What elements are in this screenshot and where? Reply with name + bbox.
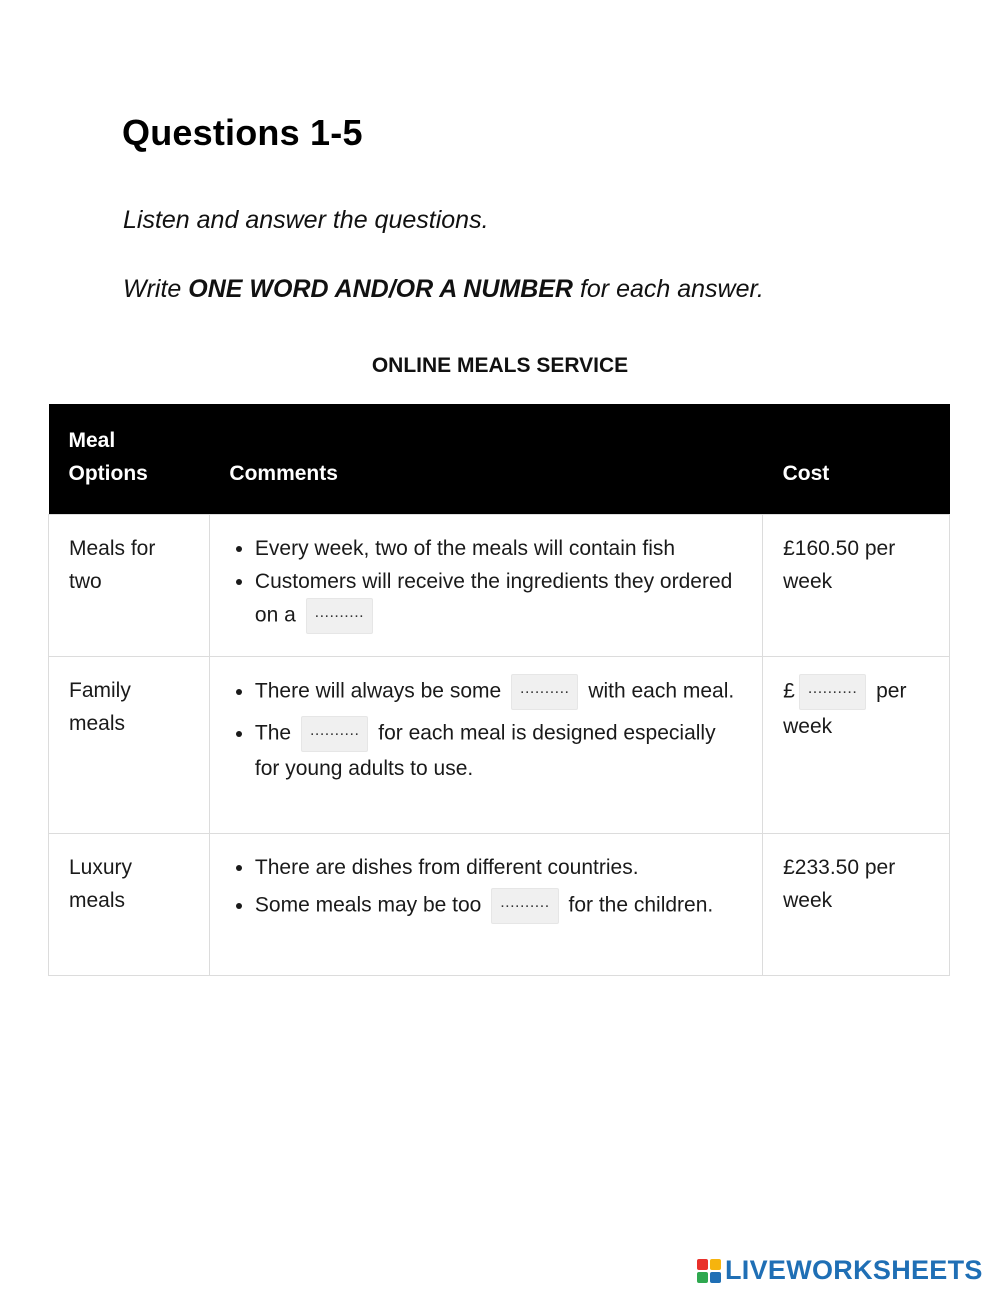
answer-blank-1[interactable]: ..........	[306, 598, 373, 634]
comment-bullet: • There are dishes from different countries.	[255, 851, 744, 884]
instruction-listen: Listen and answer the questions.	[123, 206, 489, 234]
brand-name: LIVEWORKSHEETS	[725, 1255, 983, 1285]
liveworksheets-logo-icon	[697, 1259, 721, 1283]
header-meal-options: Meal Options	[49, 404, 210, 515]
logo-square-blue	[710, 1272, 721, 1283]
meal-name: Luxury meals	[49, 834, 210, 976]
logo-square-yellow	[710, 1259, 721, 1270]
table-row	[49, 657, 950, 834]
comment-bullet: • Every week, two of the meals will contain fish	[255, 532, 744, 565]
header-comments: Comments	[209, 404, 762, 515]
meals-table	[48, 404, 950, 976]
meal-name: Family meals	[49, 657, 210, 834]
meal-name: Meals for two	[49, 515, 210, 657]
table-header-row	[49, 404, 950, 515]
table-row	[49, 834, 950, 976]
comments-cell	[209, 834, 762, 976]
comment-bullet: • There will always be some .......... with each meal.	[255, 674, 744, 710]
cost-cell: £160.50 per week	[763, 515, 950, 657]
logo-square-red	[697, 1259, 708, 1270]
logo-square-green	[697, 1272, 708, 1283]
page-title: Questions 1-5	[122, 112, 363, 153]
cost-cell: £233.50 per week	[763, 834, 950, 976]
liveworksheets-brand[interactable]	[697, 1255, 983, 1286]
comments-cell	[209, 515, 762, 657]
table-caption: ONLINE MEALS SERVICE	[371, 354, 629, 377]
cost-cell: £ .......... per week	[763, 657, 950, 834]
table-row	[49, 515, 950, 657]
instruction-write: Write ONE WORD AND/OR A NUMBER for each answer.	[123, 275, 764, 303]
comments-cell	[209, 657, 762, 834]
comment-bullet: • The .......... for each meal is designed especially for young adults to use.	[255, 716, 744, 785]
answer-blank-2[interactable]: ..........	[511, 674, 578, 710]
answer-blank-5[interactable]: ..........	[491, 888, 558, 924]
answer-blank-3[interactable]: ..........	[301, 716, 368, 752]
comment-bullet: • Some meals may be too .......... for the children.	[255, 888, 744, 924]
header-cost: Cost	[763, 404, 950, 515]
comment-bullet: • Customers will receive the ingredients they ordered on a ..........	[255, 565, 744, 634]
answer-blank-4[interactable]: ..........	[799, 674, 866, 710]
